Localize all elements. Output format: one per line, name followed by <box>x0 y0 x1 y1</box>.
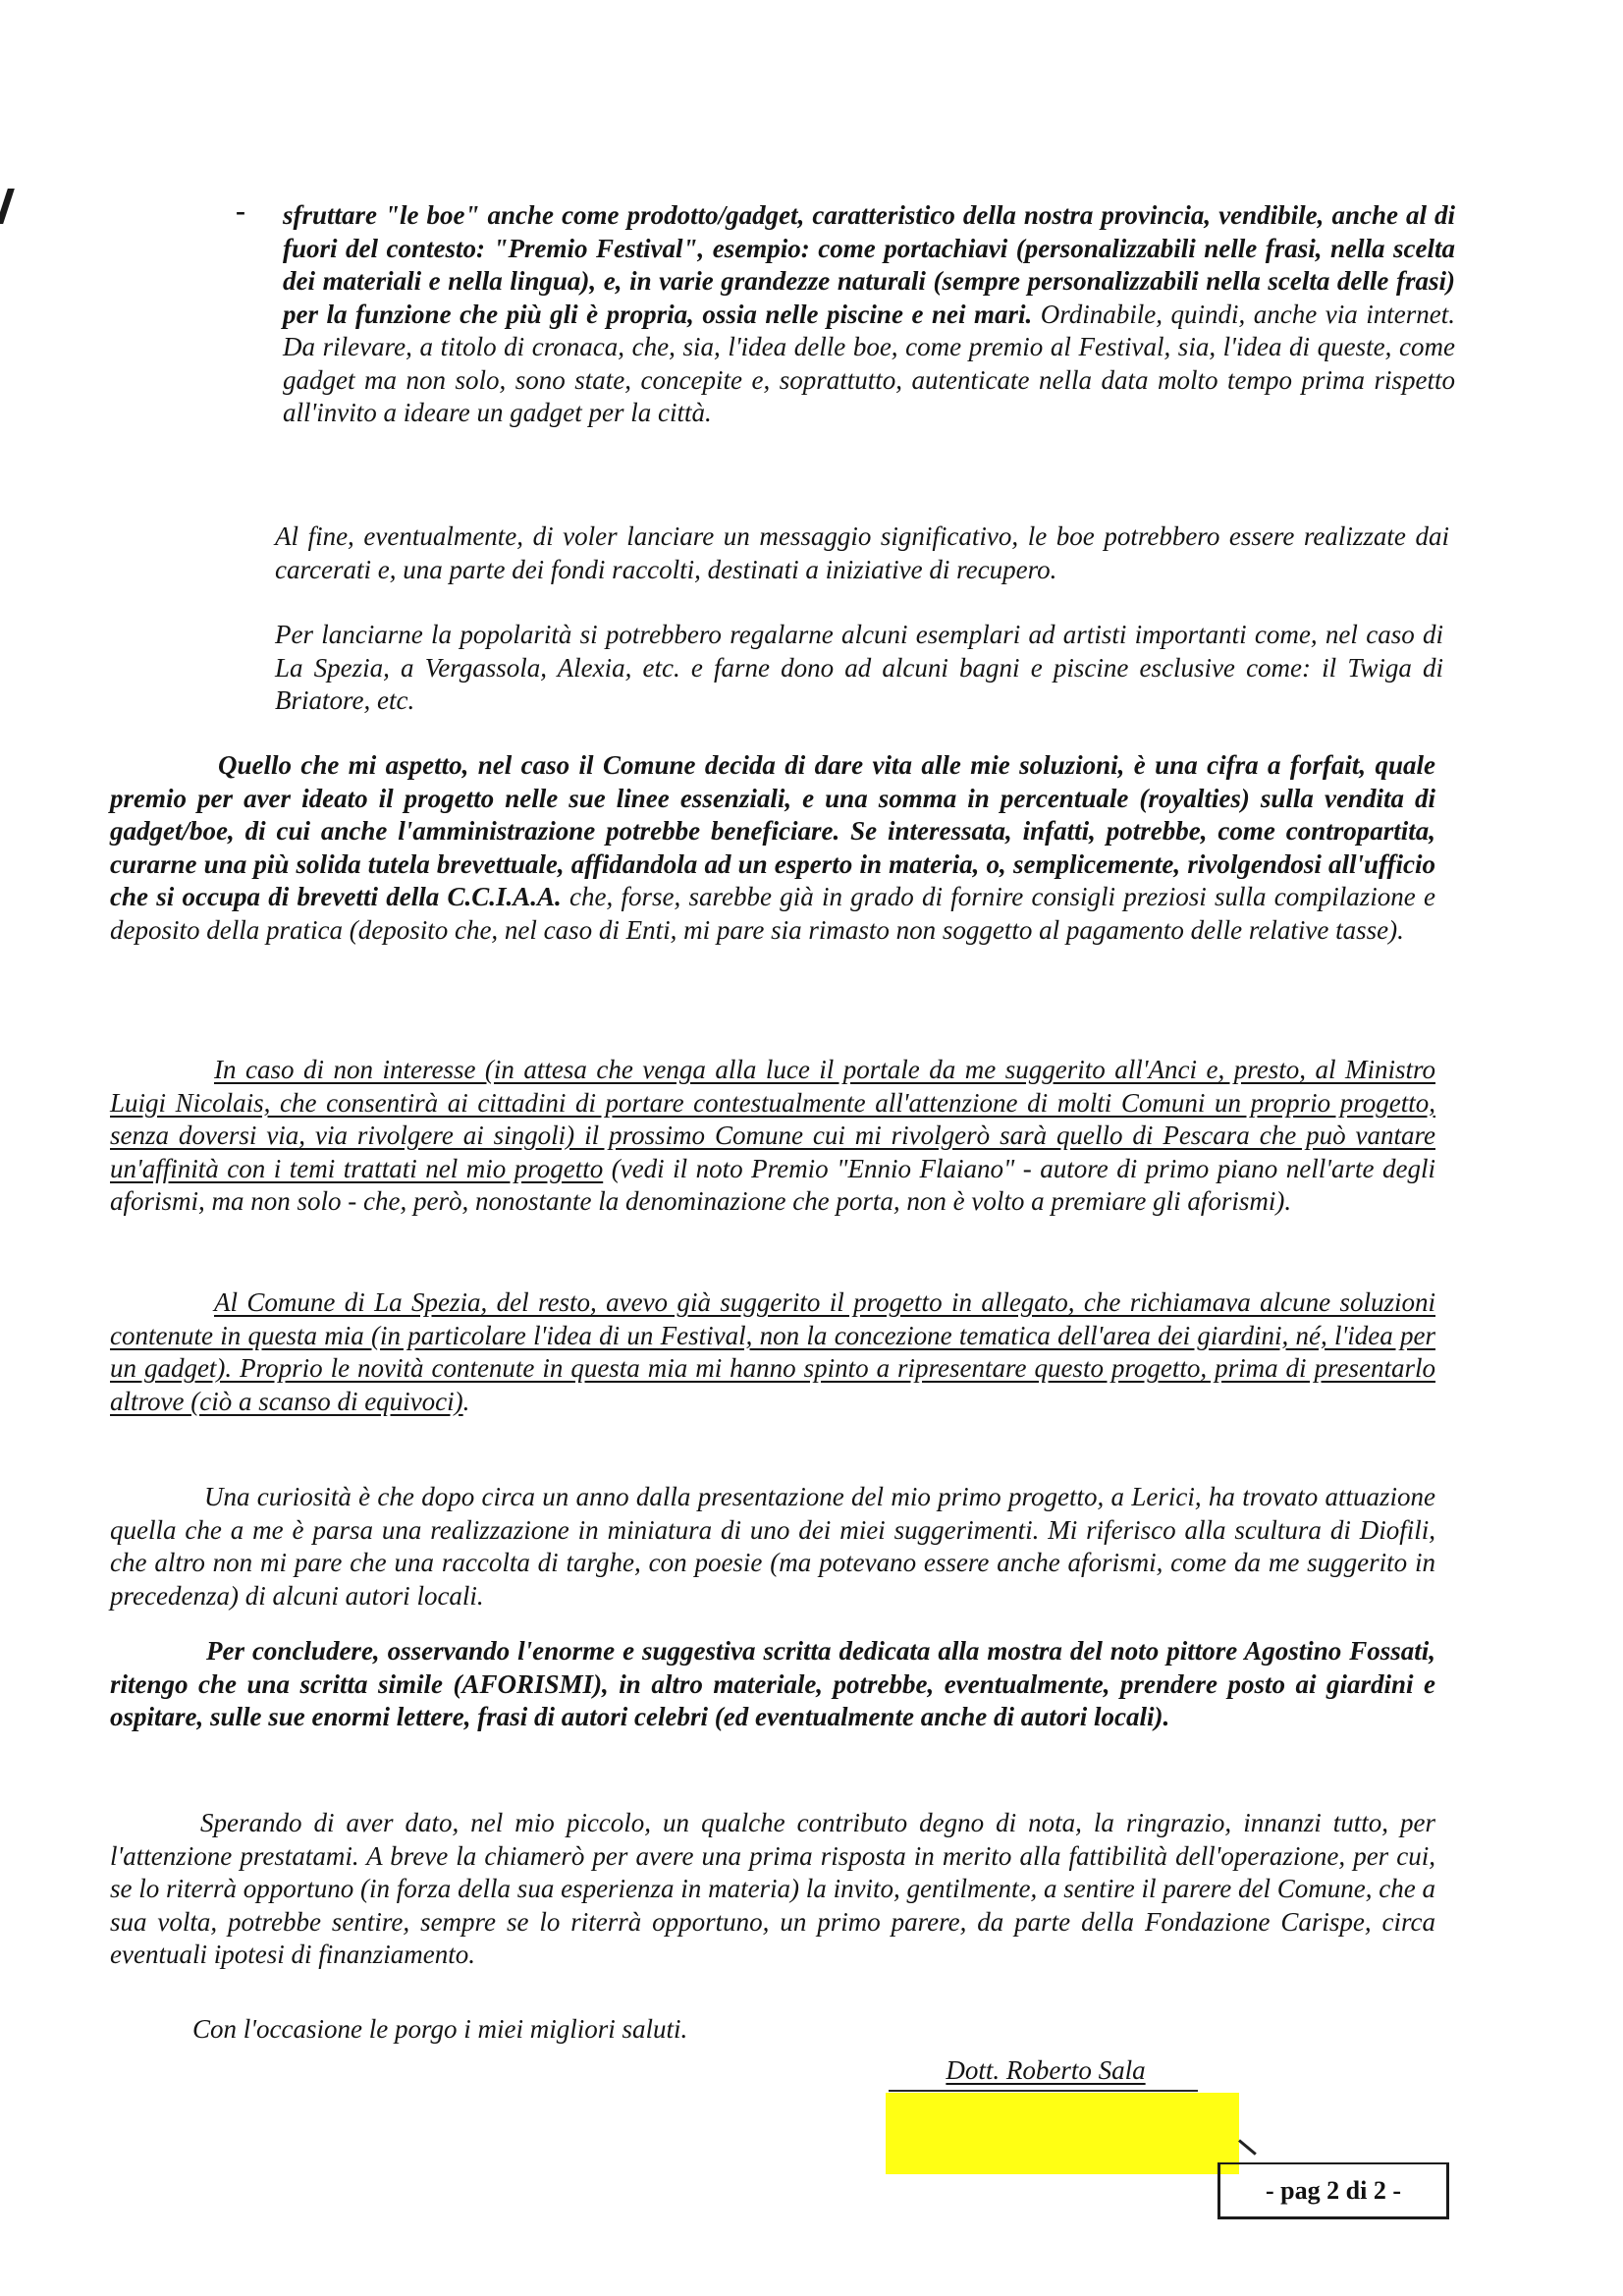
paragraph-pescara <box>110 1054 1435 1219</box>
paragraph-conclusione: Per concludere, osservando l'enorme e suggestiva scritta dedicata alla mostra del noto pittore Agostino Fossati, ritengo che una scritta simile (AFORISMI), in altro materiale, potrebbe, eventualmente, prendere posto ai giardini e ospitare, sulle sue enormi lettere, frasi di autori celebri (ed eventualmente anche di autori locali). <box>110 1636 1435 1731</box>
pescara-underlined-text: In caso di non interesse (in attesa che venga alla luce il portale da me suggerito all'Anci e, presto, al Ministro Luigi Nicolais, che consentirà ai cittadini di portare contestualmente all'attenzione di molti Comuni un proprio progetto, senza doversi via, via rivolgere ai singoli) il prossimo Comune cui mi rivolgerò sarà quello di Pescara che può vantare un'affinità con i temi trattati nel mio progetto <box>110 1055 1435 1183</box>
pescara-regular-text: (vedi il noto Premio "Ennio Flaiano" - autore di primo piano nell'arte degli aforismi, ma non solo - che, però, nonostante la denominazione che porta, non è volto a premiare gli aforismi). <box>110 1153 1435 1216</box>
bullet-bold-text: sfruttare "le boe" anche come prodotto/gadget, caratteristico della nostra provincia, vendibile, anche al di fuori del contesto: "Premio Festival", esempio: come portachiavi (personalizzabili nelle frasi, nella scelta dei materiali e nella lingua), e, in varie grandezze naturali (sempre personalizzabili nella scelta delle frasi) per la funzione che più gli è propria, ossia nelle piscine e nei mari. <box>283 200 1455 329</box>
page-number-box <box>1217 2162 1449 2219</box>
compenso-bold-text: Quello che mi aspetto, nel caso il Comune decida di dare vita alle mie soluzioni, è una cifra a forfait, quale premio per aver ideato il progetto nelle sue linee essenziali, e una somma in percentuale (royalties) sulla vendita di gadget/boe, di cui anche l'amministrazione potrebbe beneficiare. Se interessata, infatti, potrebbe, come contropartita, curarne una più solida tutela brevettuale, affidandola ad un esperto in materia, o, semplicemente, rivolgendosi all'ufficio che si occupa di brevetti della C.C.I.A.A. <box>110 750 1435 911</box>
paragraph-ringraziamento: Sperando di aver dato, nel mio piccolo, un qualche contributo degno di nota, la ringrazio, innanzi tutto, per l'attenzione prestatami. A breve la chiamerò per avere una prima risposta in merito alla fattibilità dell'operazione, per cui, se lo riterrà opportuno (in forza della sua esperienza in materia) la invito, gentilmente, a sentire il parere del Comune, che a sua volta, potrebbe sentire, sempre se lo riterrà opportuno, un primo parere, da parte della Fondazione Carispe, circa eventuali ipotesi di finanziamento. <box>110 1808 1435 1969</box>
signature-line <box>889 2090 1198 2092</box>
paragraph-saluti: Con l'occasione le porgo i miei migliori saluti. <box>192 2014 688 2044</box>
signature-name: Dott. Roberto Sala <box>946 2055 1146 2085</box>
compenso-regular-text: che, forse, sarebbe già in grado di fornire consigli preziosi sulla compilazione e deposito della pratica (deposito che, nel caso di Enti, mi pare sia rimasto non soggetto al pagamento delle relative tasse). <box>110 882 1435 945</box>
bullet-dash: - <box>236 194 245 227</box>
scan-artifact-mark <box>0 189 15 224</box>
la-spezia-underlined-text: Al Comune di La Spezia, del resto, avevo già suggerito il progetto in allegato, che richiamava alcune soluzioni contenute in questa mia (in particolare l'idea di un Festival, non la concezione tematica dell'area dei giardini, né, l'idea per un gadget). Proprio le novità contenute in questa mia mi hanno spinto a ripresentare questo progetto, prima di presentarlo altrove (ciò a scanso di equivoci) <box>110 1287 1435 1416</box>
la-spezia-regular-text: . <box>462 1386 470 1416</box>
paragraph-carcerati: Al fine, eventualmente, di voler lanciare un messaggio significativo, le boe potrebbero essere realizzate dai carcerati e, una parte dei fondi raccolti, destinati a iniziative di recupero. <box>275 521 1449 584</box>
signature-tick-mark <box>1238 2139 1257 2155</box>
bullet-regular-text: Ordinabile, quindi, anche via internet. Da rilevare, a titolo di cronaca, che, sia, l'idea delle boe, come premio al Festival, sia, l'idea di queste, come gadget ma non solo, sono state, concepite e, soprattutto, autenticate nella data molto tempo prima rispetto all'invito a ideare un gadget per la città. <box>283 299 1455 427</box>
paragraph-la-spezia <box>110 1286 1435 1418</box>
bullet-paragraph-gadget <box>283 199 1455 430</box>
redaction-highlight <box>886 2093 1239 2174</box>
paragraph-popolarita: Per lanciarne la popolarità si potrebbero regalarne alcuni esemplari ad artisti importanti come, nel caso di La Spezia, a Vergassola, Alexia, etc. e farne dono ad alcuni bagni e piscine esclusive come: il Twiga di Briatore, etc. <box>275 620 1443 715</box>
paragraph-curiosita: Una curiosità è che dopo circa un anno dalla presentazione del mio primo progetto, a Lerici, ha trovato attuazione quella che a me è parsa una realizzazione in miniatura di uno dei miei suggerimenti. Mi riferisco alla scultura di Diofili, che altro non mi pare che una raccolta di targhe, con poesie (ma potevano essere anche aforismi, come da me suggerito in precedenza) di alcuni autori locali. <box>110 1482 1435 1611</box>
page-number-label: - pag 2 di 2 - <box>1266 2175 1401 2205</box>
paragraph-compenso <box>110 749 1435 947</box>
